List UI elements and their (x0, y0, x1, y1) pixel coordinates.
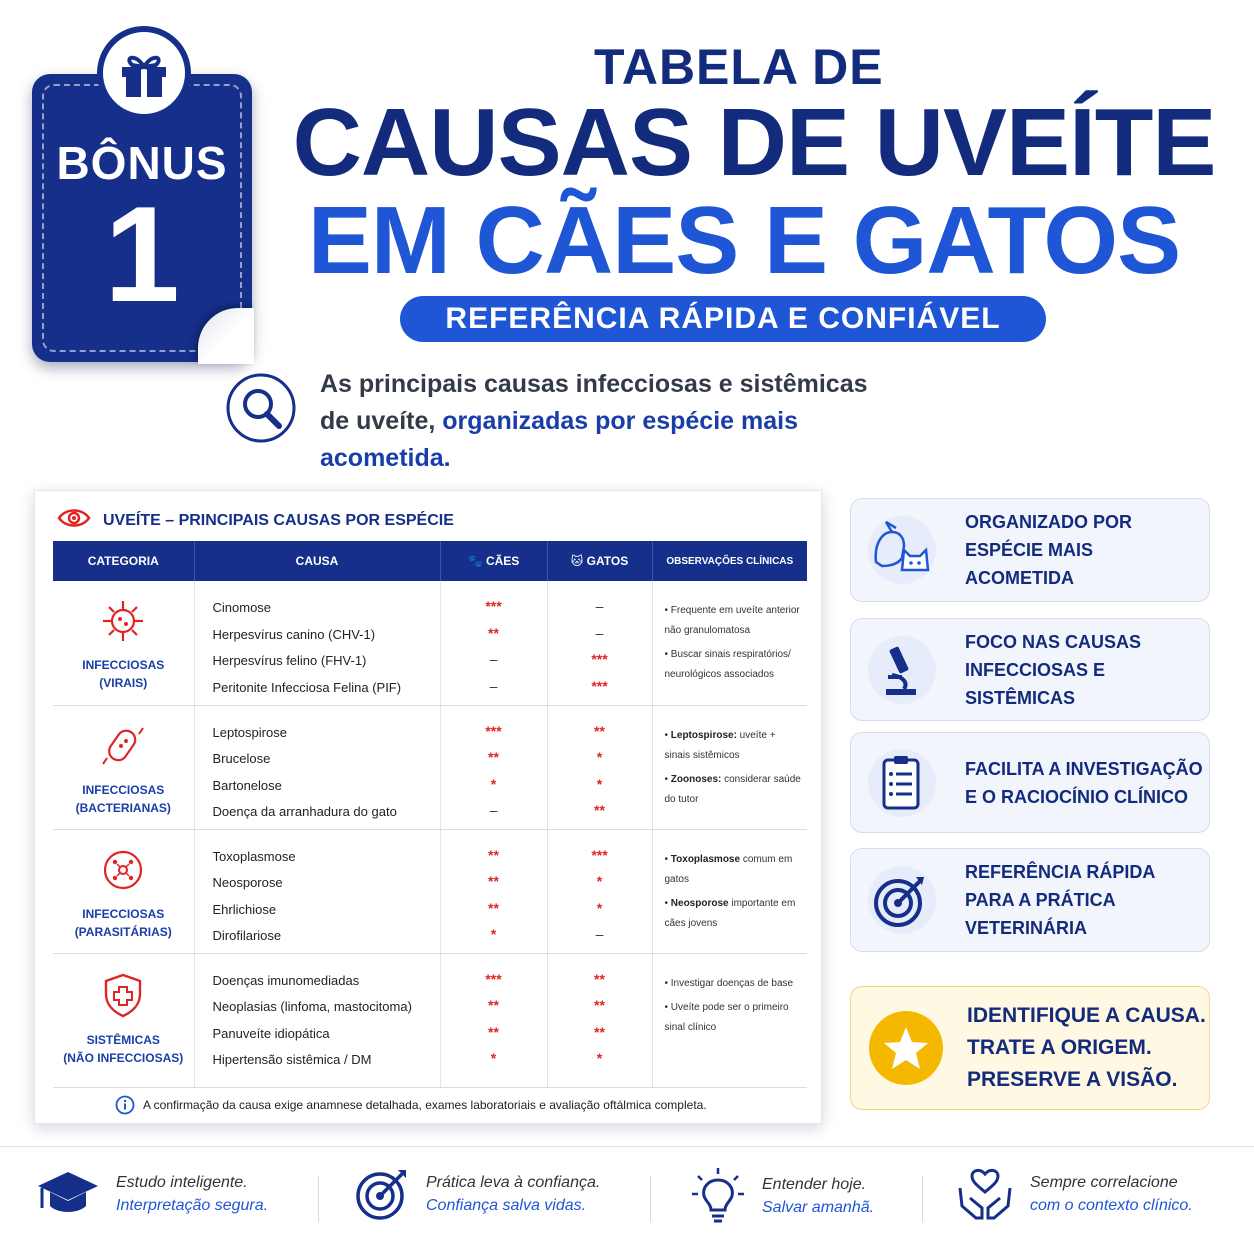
microscope-icon (851, 619, 951, 720)
table-heading-text: UVEÍTE – PRINCIPAIS CAUSAS POR ESPÉCIE (103, 511, 454, 529)
clinical-note: • Leptospirose: uveíte + sinais sistêmicos (664, 729, 776, 761)
clipboard-icon (851, 733, 951, 832)
intro-plain: As principais causas infecciosas e sistêmicas de uveíte, (320, 370, 868, 435)
notes-cell (652, 581, 807, 705)
cause-name: Neoplasias (linfoma, mastocitoma) (212, 999, 412, 1015)
cats-rating: ** (594, 722, 605, 739)
cause-name: Panuveíte idiopática (212, 1025, 330, 1041)
dogs-rating: – (489, 677, 498, 694)
callout-card (850, 986, 1210, 1110)
table-header-row (53, 541, 807, 581)
bonus-badge (32, 74, 252, 362)
cats-rating: * (596, 749, 603, 766)
dogs-rating: * (490, 775, 497, 792)
cats-rating: ** (594, 1023, 605, 1040)
cause-cell (194, 705, 440, 829)
footer-correlate-line1: Sempre correlacione (1030, 1174, 1178, 1191)
dogs-rating-cell (440, 953, 547, 1087)
cause-name: Bartonelose (212, 777, 282, 793)
title-line-2: CAUSAS DE UVEÍTE (292, 89, 1216, 196)
intro-highlight: organizadas por espécie mais acometida. (320, 407, 798, 472)
cause-name: Ehrlichiose (212, 901, 277, 917)
side-card-reference (850, 848, 1210, 952)
dogs-rating: ** (488, 846, 499, 863)
col-header-caes (440, 541, 547, 581)
footer-practice-line2: Confiança salva vidas. (426, 1197, 587, 1214)
col-header-causa: CAUSA (194, 541, 440, 581)
dogs-rating: ** (488, 899, 499, 916)
clinical-note: • Frequente em uveíte anterior não granulomatosa (664, 605, 800, 636)
star-icon (851, 987, 961, 1109)
dogs-rating: * (490, 1050, 497, 1067)
table-body (53, 581, 807, 1087)
cause-cell (194, 953, 440, 1087)
side-card-species (850, 498, 1210, 602)
eye-icon (57, 507, 91, 534)
side-card-focus (850, 618, 1210, 721)
cause-name: Leptospirose (212, 724, 287, 740)
category-cell (53, 829, 194, 953)
footer-understand-line2: Salvar amanhã. (762, 1199, 875, 1216)
dogs-rating-cell (440, 705, 547, 829)
cats-rating: – (595, 598, 604, 614)
category-cell (53, 705, 194, 829)
footer-item-study (36, 1166, 268, 1222)
dogs-rating: *** (485, 722, 502, 739)
footer-understand-line1: Entender hoje. (762, 1176, 867, 1193)
cause-name: Peritonite Infecciosa Felina (PIF) (212, 679, 402, 695)
side-card-reference-text: REFERÊNCIA RÁPIDA PARA A PRÁTICA VETERINÁRIA (965, 862, 1156, 938)
causes-table-card (34, 490, 822, 1124)
causes-table (53, 541, 807, 1088)
lightbulb-icon (690, 1166, 746, 1226)
footer-item-correlate (956, 1166, 1193, 1222)
cats-rating: * (596, 899, 603, 916)
dogs-rating: ** (488, 1023, 499, 1040)
clinical-note: • Zoonoses: considerar saúde do tutor (664, 773, 801, 805)
footer-item-practice (354, 1166, 600, 1222)
clinical-note: • Neosporose importante em cães jovens (664, 897, 796, 929)
cause-name: Herpesvírus canino (CHV-1) (212, 626, 376, 642)
cause-name: Doenças imunomediadas (212, 972, 360, 988)
bacteria-icon (53, 724, 194, 773)
table-row-bacterianas (53, 705, 807, 829)
col-header-gatos (547, 541, 652, 581)
cats-rating: ** (594, 997, 605, 1014)
dogs-rating: ** (488, 624, 499, 641)
cause-name: Herpesvírus felino (FHV-1) (212, 653, 367, 669)
category-label: INFECCIOSAS (VIRAIS) (82, 658, 165, 690)
category-label: INFECCIOSAS (BACTERIANAS) (75, 782, 171, 815)
footer-separator (318, 1176, 319, 1222)
target-arrow-icon (354, 1166, 410, 1222)
table-row-parasitarias (53, 829, 807, 953)
cause-name: Neosporose (212, 875, 283, 891)
callout-text: IDENTIFIQUE A CAUSA. TRATE A ORIGEM. PRESERVE A VISÃO. (967, 1004, 1206, 1091)
footer-study-line2: Interpretação segura. (116, 1197, 269, 1214)
intro-text (320, 366, 880, 477)
table-row-sistemicas (53, 953, 807, 1087)
cause-name: Brucelose (212, 751, 271, 767)
cause-name: Dirofilariose (212, 928, 282, 944)
cats-rating: ** (594, 802, 605, 819)
cause-name: Doença da arranhadura do gato (212, 804, 397, 820)
info-icon (115, 1095, 135, 1115)
col-header-caes-label: CÃES (485, 554, 520, 568)
virus-icon (53, 599, 194, 648)
parasite-icon (53, 848, 194, 897)
side-card-investigation (850, 732, 1210, 833)
cats-rating: *** (591, 677, 608, 694)
cats-rating: – (595, 926, 604, 943)
dogs-rating: *** (485, 598, 502, 614)
title-line-1: TABELA DE (594, 39, 884, 95)
target-icon (851, 849, 951, 951)
cats-rating-cell (547, 829, 652, 953)
cats-rating-cell (547, 705, 652, 829)
cause-cell (194, 829, 440, 953)
side-card-species-text: ORGANIZADO POR ESPÉCIE MAIS ACOMETIDA (965, 512, 1133, 588)
category-label: INFECCIOSAS (PARASITÁRIAS) (74, 906, 172, 939)
side-card-investigation-text: FACILITA A INVESTIGAÇÃO E O RACIOCÍNIO CLÍNICO (965, 758, 1203, 807)
dogs-rating: *** (485, 970, 502, 987)
clinical-note: • Toxoplasmose comum em gatos (664, 853, 793, 885)
footer-study-line1: Estudo inteligente. (116, 1174, 248, 1191)
side-card-focus-text: FOCO NAS CAUSAS INFECCIOSAS E SISTÊMICAS (965, 631, 1142, 708)
footer-separator (922, 1176, 923, 1222)
col-header-observacoes: OBSERVAÇÕES CLÍNICAS (652, 541, 807, 581)
cats-rating: * (596, 873, 603, 890)
category-cell (53, 581, 194, 705)
footer-item-understand (690, 1166, 874, 1226)
dogs-rating: – (489, 651, 498, 668)
cats-rating: ** (594, 970, 605, 987)
cause-name: Cinomose (212, 600, 272, 615)
category-cell (53, 953, 194, 1087)
footer-divider (0, 1146, 1254, 1147)
clinical-note: • Uveíte pode ser o primeiro sinal clínico (664, 1001, 789, 1033)
badge-number: 1 (104, 178, 180, 330)
cats-rating-cell (547, 581, 652, 705)
dogs-rating: ** (488, 997, 499, 1014)
notes-cell (652, 705, 807, 829)
cats-rating-cell (547, 953, 652, 1087)
cause-cell (194, 581, 440, 705)
notes-cell (652, 953, 807, 1087)
cats-rating: *** (591, 651, 608, 668)
dogs-rating-cell (440, 829, 547, 953)
dogs-rating: ** (488, 873, 499, 890)
cause-name: Hipertensão sistêmica / DM (212, 1052, 372, 1068)
cats-rating: * (596, 1050, 603, 1067)
magnifier-icon (225, 372, 297, 444)
cats-rating: *** (591, 846, 608, 863)
table-heading (57, 507, 454, 534)
col-header-categoria: CATEGORIA (53, 541, 194, 581)
subtitle-pill: REFERÊNCIA RÁPIDA E CONFIÁVEL (400, 296, 1046, 342)
footer-correlate-line2: com o contexto clínico. (1030, 1197, 1193, 1214)
clinical-note: • Investigar doenças de base (664, 977, 794, 989)
dogs-rating: – (489, 802, 498, 819)
cause-name: Toxoplasmose (212, 848, 296, 864)
title-line-3: EM CÃES E GATOS (307, 187, 1181, 294)
heart-hands-icon (956, 1166, 1014, 1222)
footnote-text: A confirmação da causa exige anamnese detalhada, exames laboratoriais e avaliação oftálmica completa. (143, 1098, 707, 1112)
graduation-cap-icon (36, 1166, 100, 1222)
paw-icon: 🐾 (467, 554, 486, 568)
footer-practice-line1: Prática leva à confiança. (426, 1174, 601, 1191)
shield-cross-icon (53, 972, 194, 1023)
notes-cell (652, 829, 807, 953)
cats-rating: * (596, 775, 603, 792)
col-header-gatos-label: GATOS (586, 554, 629, 568)
dogs-rating: * (490, 926, 497, 943)
dog-cat-icon (851, 499, 951, 601)
clinical-note: • Buscar sinais respiratórios/ neurológicos associados (664, 649, 791, 680)
cats-rating: – (595, 624, 604, 641)
badge-word: BÔNUS (56, 137, 228, 189)
table-row-virais (53, 581, 807, 705)
footnote (115, 1095, 707, 1115)
dogs-rating-cell (440, 581, 547, 705)
dogs-rating: ** (488, 749, 499, 766)
category-label: SISTÊMICAS (NÃO INFECCIOSAS) (63, 1032, 184, 1065)
gift-icon (97, 26, 191, 120)
cat-face-icon: 🐱 (570, 554, 587, 568)
footer-separator (650, 1176, 651, 1222)
